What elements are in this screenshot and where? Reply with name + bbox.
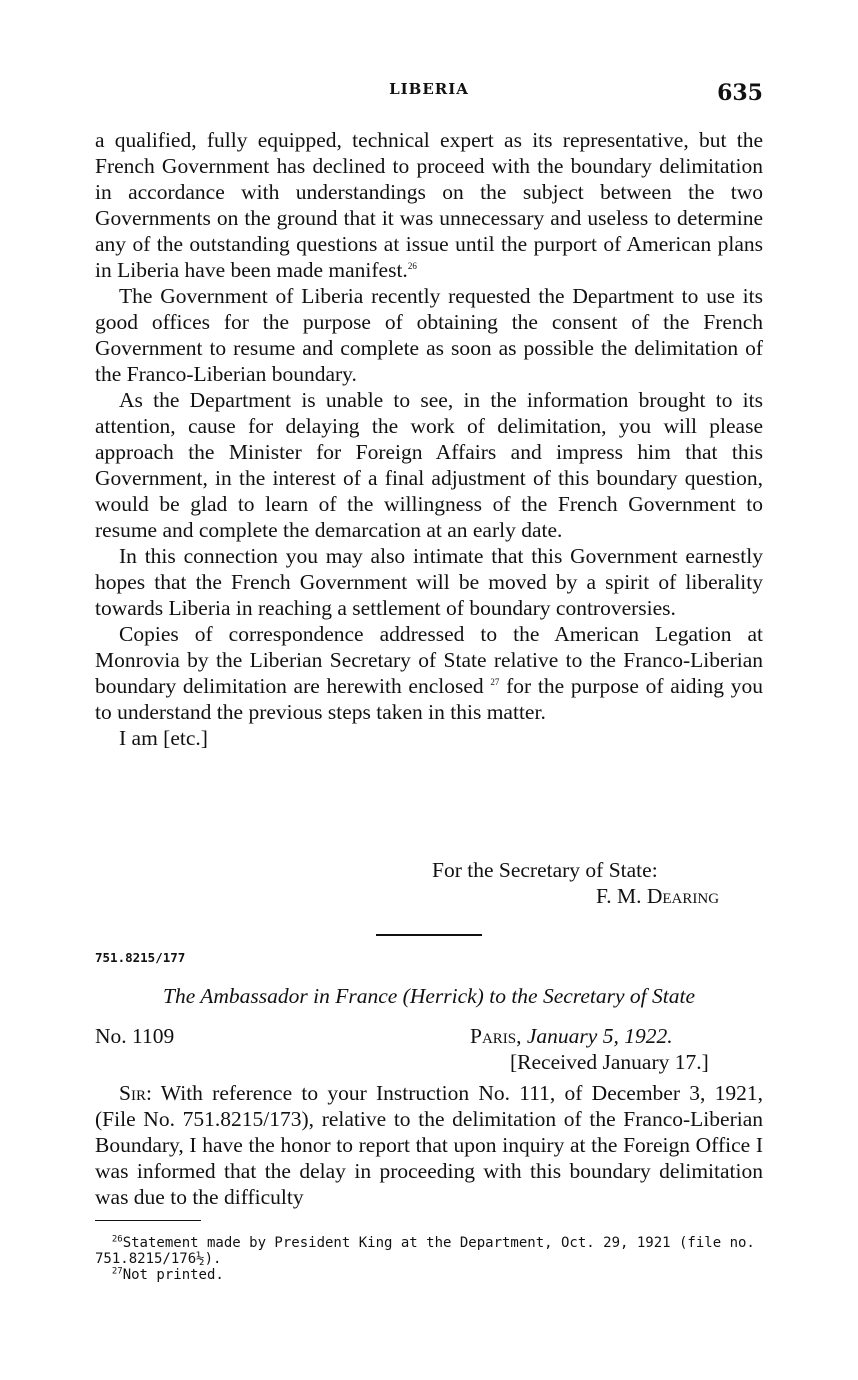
footnotes [95, 1235, 763, 1283]
letter-body [95, 127, 763, 751]
despatch-body [95, 1080, 763, 1210]
salutation: Sir: [119, 1081, 152, 1105]
dateline [470, 1024, 673, 1049]
footnote: $^{27}$Not printed. [111, 1266, 224, 1283]
paragraph: a qualified, fully equipped, technical expert as its representative, but the French Government has declined to proceed with the boundary delimitation in accordance with understandings on the subject between the two Governments on the ground that it was unnecessary and useless to determine any of the outstanding questions at issue until the purport of American plans in Liberia have been made manifest.$^{26}$ [95, 128, 763, 282]
paragraph: Copies of correspondence addressed to the American Legation at Monrovia by the Liberian Secretary of State relative to the Franco-Liberian boundary delimitation are herewith enclosed $^{27}$ for the purpose of aiding you to understand the previous steps taken in this matter. [95, 622, 763, 724]
paragraph: In this connection you may also intimate that this Government earnestly hopes that the French Government will be moved by a spirit of liberality towards Liberia in reaching a settlement of boundary controversies. [95, 544, 763, 620]
footnote-ref: 27 [490, 676, 500, 687]
section-divider [376, 934, 482, 936]
footnote-ref: 26 [407, 260, 417, 271]
footnote-divider [95, 1220, 201, 1221]
file-number: 751.8215/177 [95, 950, 186, 965]
paragraph: Sir: With reference to your Instruction No. 111, of December 3, 1921, (File No. 751.8215/173), relative to the delimitation of the Franco-Liberian Boundary, I have the honor to report that upon inquiry at the Foreign Office I was informed that the delay in proceeding with this boundary delimitation was due to the difficulty [95, 1081, 763, 1209]
running-header-title: LIBERIA [389, 80, 469, 98]
signature-name: F. M. Dearing [596, 884, 720, 908]
date: January 5, 1922. [526, 1024, 673, 1048]
document-heading: The Ambassador in France (Herrick) to the Secretary of State [162, 984, 696, 1008]
footnote: $^{26}$Statement made by President King at the Department, Oct. 29, 1921 (file no. 751.8215/176½). [95, 1234, 755, 1267]
document-number: No. 1109 [95, 1024, 175, 1048]
closing: I am [etc.] [119, 726, 208, 750]
paragraph: The Government of Liberia recently requested the Department to use its good offices for the purpose of obtaining the consent of the French Government to resume and complete as soon as possible the delimitation of the Franco-Liberian boundary. [95, 284, 763, 386]
signature-line: For the Secretary of State: [432, 858, 658, 882]
page-number: 635 [717, 80, 763, 106]
paragraph: As the Department is unable to see, in the information brought to its attention, cause for delaying the work of delimitation, you will please approach the Minister for Foreign Affairs and impress him that this Government, in the interest of a final adjustment of this boundary question, would be glad to learn of the willingness of the French Government to resume and complete the demarcation at an early date. [95, 388, 763, 542]
received-note: [Received January 17.] [510, 1050, 709, 1074]
place: Paris, [470, 1024, 522, 1048]
